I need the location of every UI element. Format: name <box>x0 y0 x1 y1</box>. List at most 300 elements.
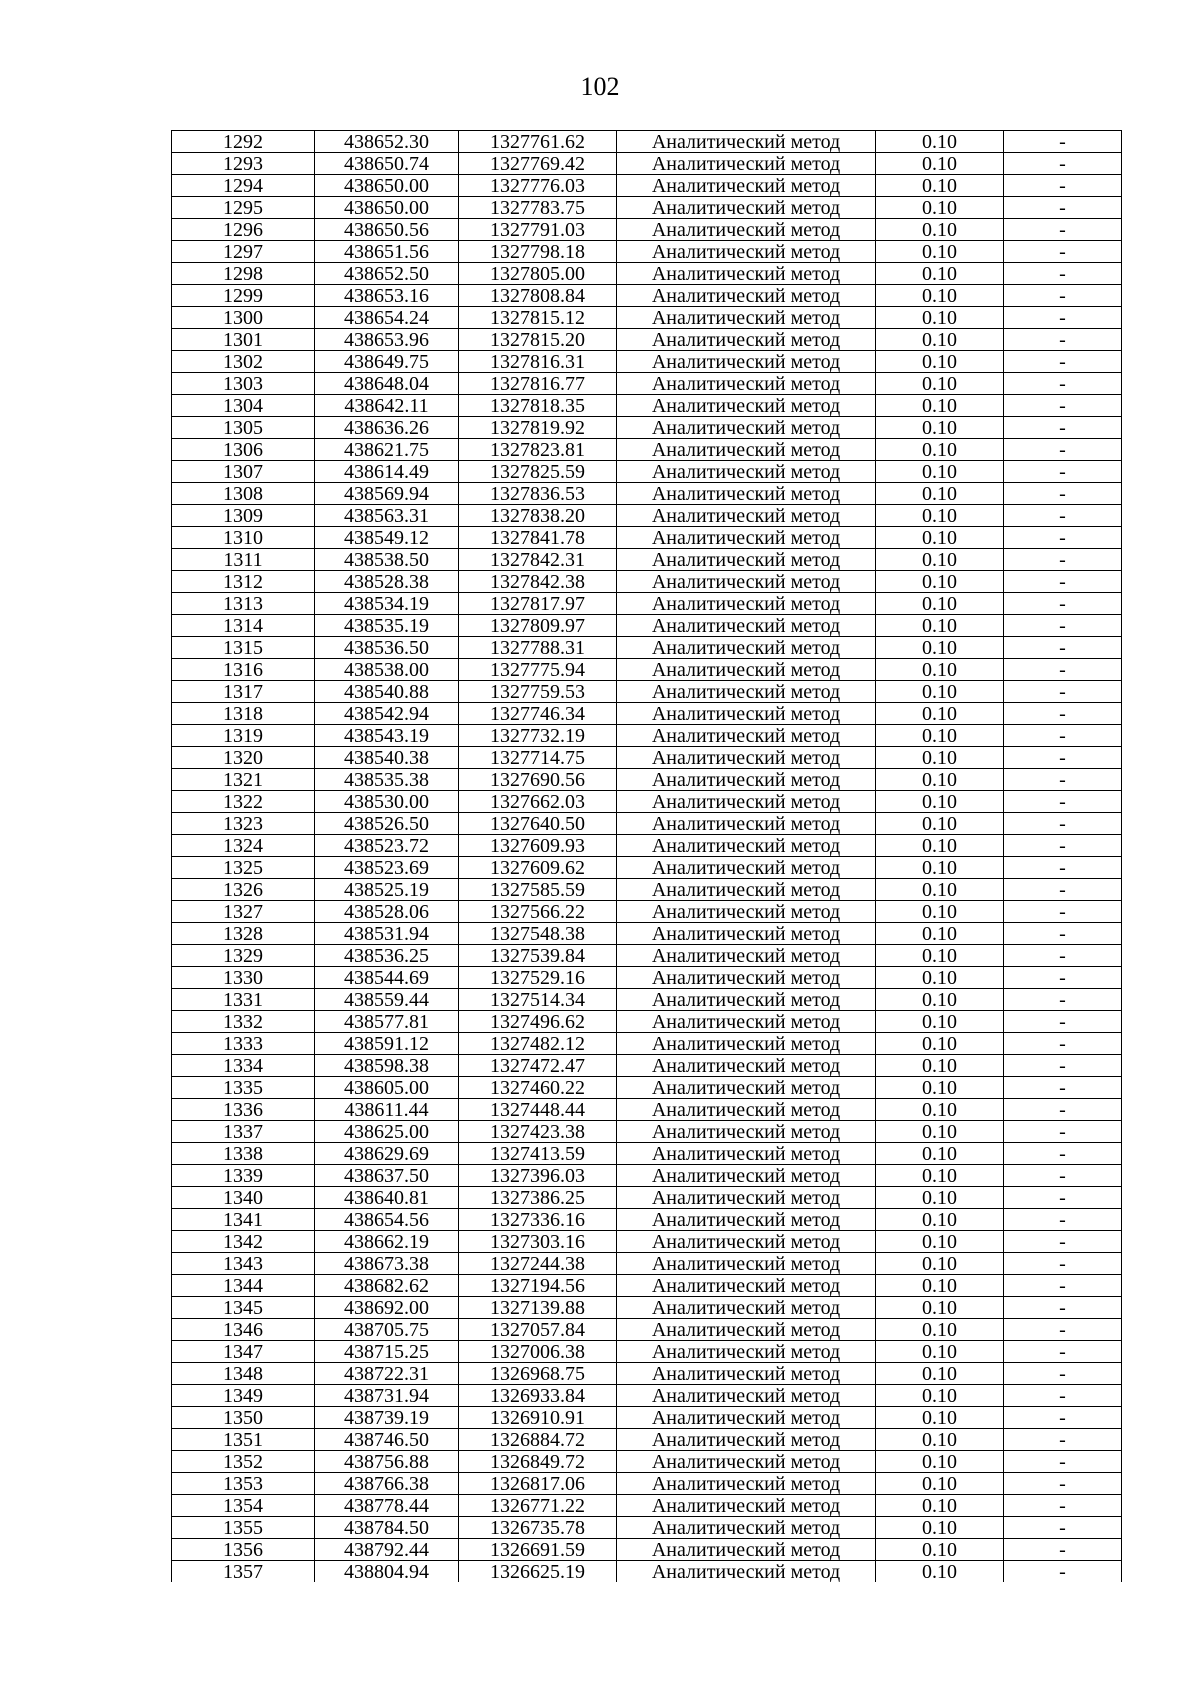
note-cell: - <box>1004 1363 1122 1385</box>
y-coordinate-cell: 1326735.78 <box>459 1517 617 1539</box>
y-coordinate-cell: 1327759.53 <box>459 681 617 703</box>
x-coordinate-cell: 438614.49 <box>315 461 459 483</box>
y-coordinate-cell: 1327139.88 <box>459 1297 617 1319</box>
x-coordinate-cell: 438722.31 <box>315 1363 459 1385</box>
point-number-cell: 1308 <box>172 483 315 505</box>
table-row <box>172 219 1122 241</box>
method-cell: Аналитический метод <box>617 747 876 769</box>
y-coordinate-cell: 1327609.93 <box>459 835 617 857</box>
accuracy-cell: 0.10 <box>876 417 1004 439</box>
y-coordinate-cell: 1327732.19 <box>459 725 617 747</box>
table-row <box>172 1539 1122 1561</box>
accuracy-cell: 0.10 <box>876 1275 1004 1297</box>
y-coordinate-cell: 1327548.38 <box>459 923 617 945</box>
accuracy-cell: 0.10 <box>876 549 1004 571</box>
table-row <box>172 791 1122 813</box>
y-coordinate-cell: 1327836.53 <box>459 483 617 505</box>
x-coordinate-cell: 438577.81 <box>315 1011 459 1033</box>
accuracy-cell: 0.10 <box>876 1517 1004 1539</box>
accuracy-cell: 0.10 <box>876 681 1004 703</box>
table-row <box>172 703 1122 725</box>
table-row <box>172 197 1122 219</box>
x-coordinate-cell: 438650.74 <box>315 153 459 175</box>
method-cell: Аналитический метод <box>617 1429 876 1451</box>
method-cell: Аналитический метод <box>617 1297 876 1319</box>
x-coordinate-cell: 438636.26 <box>315 417 459 439</box>
method-cell: Аналитический метод <box>617 1385 876 1407</box>
note-cell: - <box>1004 1341 1122 1363</box>
note-cell: - <box>1004 461 1122 483</box>
method-cell: Аналитический метод <box>617 505 876 527</box>
y-coordinate-cell: 1327609.62 <box>459 857 617 879</box>
method-cell: Аналитический метод <box>617 615 876 637</box>
accuracy-cell: 0.10 <box>876 241 1004 263</box>
method-cell: Аналитический метод <box>617 901 876 923</box>
note-cell: - <box>1004 527 1122 549</box>
point-number-cell: 1324 <box>172 835 315 857</box>
accuracy-cell: 0.10 <box>876 1143 1004 1165</box>
method-cell: Аналитический метод <box>617 1517 876 1539</box>
y-coordinate-cell: 1327776.03 <box>459 175 617 197</box>
y-coordinate-cell: 1327460.22 <box>459 1077 617 1099</box>
accuracy-cell: 0.10 <box>876 879 1004 901</box>
note-cell: - <box>1004 835 1122 857</box>
table-row <box>172 615 1122 637</box>
note-cell: - <box>1004 1297 1122 1319</box>
y-coordinate-cell: 1327818.35 <box>459 395 617 417</box>
table-row <box>172 1077 1122 1099</box>
note-cell: - <box>1004 219 1122 241</box>
table-row <box>172 681 1122 703</box>
method-cell: Аналитический метод <box>617 571 876 593</box>
method-cell: Аналитический метод <box>617 461 876 483</box>
accuracy-cell: 0.10 <box>876 439 1004 461</box>
table-row <box>172 1363 1122 1385</box>
method-cell: Аналитический метод <box>617 263 876 285</box>
accuracy-cell: 0.10 <box>876 373 1004 395</box>
note-cell: - <box>1004 1209 1122 1231</box>
table-row <box>172 1099 1122 1121</box>
x-coordinate-cell: 438652.30 <box>315 131 459 153</box>
x-coordinate-cell: 438705.75 <box>315 1319 459 1341</box>
point-number-cell: 1312 <box>172 571 315 593</box>
method-cell: Аналитический метод <box>617 791 876 813</box>
method-cell: Аналитический метод <box>617 1561 876 1583</box>
accuracy-cell: 0.10 <box>876 945 1004 967</box>
x-coordinate-cell: 438538.50 <box>315 549 459 571</box>
point-number-cell: 1310 <box>172 527 315 549</box>
x-coordinate-cell: 438731.94 <box>315 1385 459 1407</box>
x-coordinate-cell: 438536.50 <box>315 637 459 659</box>
point-number-cell: 1293 <box>172 153 315 175</box>
y-coordinate-cell: 1326817.06 <box>459 1473 617 1495</box>
point-number-cell: 1305 <box>172 417 315 439</box>
table-row <box>172 1429 1122 1451</box>
x-coordinate-cell: 438650.00 <box>315 197 459 219</box>
accuracy-cell: 0.10 <box>876 901 1004 923</box>
x-coordinate-cell: 438662.19 <box>315 1231 459 1253</box>
point-number-cell: 1314 <box>172 615 315 637</box>
y-coordinate-cell: 1327819.92 <box>459 417 617 439</box>
point-number-cell: 1345 <box>172 1297 315 1319</box>
y-coordinate-cell: 1327805.00 <box>459 263 617 285</box>
y-coordinate-cell: 1327514.34 <box>459 989 617 1011</box>
y-coordinate-cell: 1327815.12 <box>459 307 617 329</box>
point-number-cell: 1347 <box>172 1341 315 1363</box>
table-row <box>172 571 1122 593</box>
x-coordinate-cell: 438523.72 <box>315 835 459 857</box>
y-coordinate-cell: 1327423.38 <box>459 1121 617 1143</box>
note-cell: - <box>1004 1143 1122 1165</box>
method-cell: Аналитический метод <box>617 769 876 791</box>
x-coordinate-cell: 438756.88 <box>315 1451 459 1473</box>
method-cell: Аналитический метод <box>617 1407 876 1429</box>
table-row <box>172 747 1122 769</box>
method-cell: Аналитический метод <box>617 1011 876 1033</box>
point-number-cell: 1315 <box>172 637 315 659</box>
table-row <box>172 1187 1122 1209</box>
method-cell: Аналитический метод <box>617 219 876 241</box>
accuracy-cell: 0.10 <box>876 791 1004 813</box>
x-coordinate-cell: 438642.11 <box>315 395 459 417</box>
y-coordinate-cell: 1326910.91 <box>459 1407 617 1429</box>
table-row <box>172 153 1122 175</box>
x-coordinate-cell: 438650.56 <box>315 219 459 241</box>
table-row <box>172 879 1122 901</box>
note-cell: - <box>1004 1275 1122 1297</box>
accuracy-cell: 0.10 <box>876 1429 1004 1451</box>
method-cell: Аналитический метод <box>617 879 876 901</box>
table-row <box>172 1473 1122 1495</box>
point-number-cell: 1317 <box>172 681 315 703</box>
accuracy-cell: 0.10 <box>876 351 1004 373</box>
accuracy-cell: 0.10 <box>876 307 1004 329</box>
note-cell: - <box>1004 1231 1122 1253</box>
point-number-cell: 1292 <box>172 131 315 153</box>
accuracy-cell: 0.10 <box>876 1561 1004 1583</box>
method-cell: Аналитический метод <box>617 835 876 857</box>
accuracy-cell: 0.10 <box>876 1341 1004 1363</box>
note-cell: - <box>1004 703 1122 725</box>
method-cell: Аналитический метод <box>617 549 876 571</box>
table-row <box>172 1231 1122 1253</box>
note-cell: - <box>1004 1385 1122 1407</box>
y-coordinate-cell: 1326625.19 <box>459 1561 617 1583</box>
table-row <box>172 1319 1122 1341</box>
point-number-cell: 1335 <box>172 1077 315 1099</box>
x-coordinate-cell: 438611.44 <box>315 1099 459 1121</box>
note-cell: - <box>1004 725 1122 747</box>
x-coordinate-cell: 438651.56 <box>315 241 459 263</box>
point-number-cell: 1357 <box>172 1561 315 1583</box>
point-number-cell: 1329 <box>172 945 315 967</box>
accuracy-cell: 0.10 <box>876 967 1004 989</box>
note-cell: - <box>1004 175 1122 197</box>
y-coordinate-cell: 1327448.44 <box>459 1099 617 1121</box>
x-coordinate-cell: 438534.19 <box>315 593 459 615</box>
point-number-cell: 1320 <box>172 747 315 769</box>
method-cell: Аналитический метод <box>617 1121 876 1143</box>
note-cell: - <box>1004 901 1122 923</box>
method-cell: Аналитический метод <box>617 681 876 703</box>
accuracy-cell: 0.10 <box>876 1231 1004 1253</box>
x-coordinate-cell: 438559.44 <box>315 989 459 1011</box>
note-cell: - <box>1004 857 1122 879</box>
x-coordinate-cell: 438654.56 <box>315 1209 459 1231</box>
x-coordinate-cell: 438625.00 <box>315 1121 459 1143</box>
point-number-cell: 1351 <box>172 1429 315 1451</box>
coordinates-table <box>171 130 1122 1582</box>
point-number-cell: 1352 <box>172 1451 315 1473</box>
y-coordinate-cell: 1327808.84 <box>459 285 617 307</box>
x-coordinate-cell: 438540.38 <box>315 747 459 769</box>
y-coordinate-cell: 1327585.59 <box>459 879 617 901</box>
x-coordinate-cell: 438652.50 <box>315 263 459 285</box>
point-number-cell: 1303 <box>172 373 315 395</box>
point-number-cell: 1298 <box>172 263 315 285</box>
note-cell: - <box>1004 923 1122 945</box>
accuracy-cell: 0.10 <box>876 329 1004 351</box>
table-row <box>172 1011 1122 1033</box>
method-cell: Аналитический метод <box>617 593 876 615</box>
table-row <box>172 417 1122 439</box>
point-number-cell: 1328 <box>172 923 315 945</box>
x-coordinate-cell: 438543.19 <box>315 725 459 747</box>
method-cell: Аналитический метод <box>617 1209 876 1231</box>
y-coordinate-cell: 1327566.22 <box>459 901 617 923</box>
accuracy-cell: 0.10 <box>876 1297 1004 1319</box>
x-coordinate-cell: 438591.12 <box>315 1033 459 1055</box>
table-row <box>172 923 1122 945</box>
coordinates-table-body <box>172 131 1122 1583</box>
table-row <box>172 637 1122 659</box>
y-coordinate-cell: 1327336.16 <box>459 1209 617 1231</box>
accuracy-cell: 0.10 <box>876 1033 1004 1055</box>
point-number-cell: 1354 <box>172 1495 315 1517</box>
table-row <box>172 175 1122 197</box>
note-cell: - <box>1004 769 1122 791</box>
method-cell: Аналитический метод <box>617 1033 876 1055</box>
method-cell: Аналитический метод <box>617 395 876 417</box>
method-cell: Аналитический метод <box>617 1495 876 1517</box>
x-coordinate-cell: 438778.44 <box>315 1495 459 1517</box>
table-row <box>172 1209 1122 1231</box>
table-row <box>172 989 1122 1011</box>
point-number-cell: 1339 <box>172 1165 315 1187</box>
x-coordinate-cell: 438792.44 <box>315 1539 459 1561</box>
note-cell: - <box>1004 813 1122 835</box>
accuracy-cell: 0.10 <box>876 395 1004 417</box>
point-number-cell: 1313 <box>172 593 315 615</box>
note-cell: - <box>1004 505 1122 527</box>
y-coordinate-cell: 1327809.97 <box>459 615 617 637</box>
accuracy-cell: 0.10 <box>876 219 1004 241</box>
table-row <box>172 725 1122 747</box>
table-row <box>172 329 1122 351</box>
x-coordinate-cell: 438531.94 <box>315 923 459 945</box>
y-coordinate-cell: 1327761.62 <box>459 131 617 153</box>
table-row <box>172 593 1122 615</box>
accuracy-cell: 0.10 <box>876 747 1004 769</box>
y-coordinate-cell: 1326884.72 <box>459 1429 617 1451</box>
method-cell: Аналитический метод <box>617 1451 876 1473</box>
method-cell: Аналитический метод <box>617 1341 876 1363</box>
accuracy-cell: 0.10 <box>876 1011 1004 1033</box>
x-coordinate-cell: 438598.38 <box>315 1055 459 1077</box>
table-row <box>172 461 1122 483</box>
note-cell: - <box>1004 1165 1122 1187</box>
note-cell: - <box>1004 307 1122 329</box>
point-number-cell: 1334 <box>172 1055 315 1077</box>
x-coordinate-cell: 438538.00 <box>315 659 459 681</box>
table-row <box>172 1253 1122 1275</box>
x-coordinate-cell: 438715.25 <box>315 1341 459 1363</box>
point-number-cell: 1331 <box>172 989 315 1011</box>
point-number-cell: 1332 <box>172 1011 315 1033</box>
table-row <box>172 1165 1122 1187</box>
method-cell: Аналитический метод <box>617 637 876 659</box>
y-coordinate-cell: 1327690.56 <box>459 769 617 791</box>
table-row <box>172 813 1122 835</box>
point-number-cell: 1295 <box>172 197 315 219</box>
method-cell: Аналитический метод <box>617 1539 876 1561</box>
note-cell: - <box>1004 1055 1122 1077</box>
point-number-cell: 1297 <box>172 241 315 263</box>
note-cell: - <box>1004 1319 1122 1341</box>
table-row <box>172 1055 1122 1077</box>
y-coordinate-cell: 1327244.38 <box>459 1253 617 1275</box>
x-coordinate-cell: 438535.19 <box>315 615 459 637</box>
x-coordinate-cell: 438692.00 <box>315 1297 459 1319</box>
y-coordinate-cell: 1327714.75 <box>459 747 617 769</box>
table-row <box>172 1451 1122 1473</box>
y-coordinate-cell: 1327396.03 <box>459 1165 617 1187</box>
method-cell: Аналитический метод <box>617 483 876 505</box>
accuracy-cell: 0.10 <box>876 1473 1004 1495</box>
method-cell: Аналитический метод <box>617 175 876 197</box>
method-cell: Аналитический метод <box>617 329 876 351</box>
y-coordinate-cell: 1327194.56 <box>459 1275 617 1297</box>
note-cell: - <box>1004 263 1122 285</box>
accuracy-cell: 0.10 <box>876 835 1004 857</box>
accuracy-cell: 0.10 <box>876 1209 1004 1231</box>
y-coordinate-cell: 1327816.77 <box>459 373 617 395</box>
note-cell: - <box>1004 1011 1122 1033</box>
table-row <box>172 1143 1122 1165</box>
x-coordinate-cell: 438746.50 <box>315 1429 459 1451</box>
table-row <box>172 659 1122 681</box>
accuracy-cell: 0.10 <box>876 1253 1004 1275</box>
table-row <box>172 263 1122 285</box>
table-row <box>172 769 1122 791</box>
table-row <box>172 1121 1122 1143</box>
y-coordinate-cell: 1326933.84 <box>459 1385 617 1407</box>
accuracy-cell: 0.10 <box>876 1187 1004 1209</box>
x-coordinate-cell: 438540.88 <box>315 681 459 703</box>
y-coordinate-cell: 1327640.50 <box>459 813 617 835</box>
table-row <box>172 483 1122 505</box>
table-row <box>172 307 1122 329</box>
note-cell: - <box>1004 1077 1122 1099</box>
table-row <box>172 285 1122 307</box>
accuracy-cell: 0.10 <box>876 703 1004 725</box>
x-coordinate-cell: 438739.19 <box>315 1407 459 1429</box>
point-number-cell: 1319 <box>172 725 315 747</box>
accuracy-cell: 0.10 <box>876 989 1004 1011</box>
table-row <box>172 1561 1122 1583</box>
method-cell: Аналитический метод <box>617 1231 876 1253</box>
note-cell: - <box>1004 1561 1122 1583</box>
x-coordinate-cell: 438528.38 <box>315 571 459 593</box>
note-cell: - <box>1004 153 1122 175</box>
accuracy-cell: 0.10 <box>876 1495 1004 1517</box>
accuracy-cell: 0.10 <box>876 1055 1004 1077</box>
method-cell: Аналитический метод <box>617 1099 876 1121</box>
point-number-cell: 1301 <box>172 329 315 351</box>
note-cell: - <box>1004 351 1122 373</box>
method-cell: Аналитический метод <box>617 923 876 945</box>
method-cell: Аналитический метод <box>617 1143 876 1165</box>
x-coordinate-cell: 438653.96 <box>315 329 459 351</box>
note-cell: - <box>1004 593 1122 615</box>
point-number-cell: 1330 <box>172 967 315 989</box>
point-number-cell: 1346 <box>172 1319 315 1341</box>
note-cell: - <box>1004 131 1122 153</box>
y-coordinate-cell: 1327783.75 <box>459 197 617 219</box>
table-row <box>172 1407 1122 1429</box>
note-cell: - <box>1004 1429 1122 1451</box>
x-coordinate-cell: 438650.00 <box>315 175 459 197</box>
x-coordinate-cell: 438526.50 <box>315 813 459 835</box>
point-number-cell: 1343 <box>172 1253 315 1275</box>
x-coordinate-cell: 438525.19 <box>315 879 459 901</box>
table-row <box>172 439 1122 461</box>
y-coordinate-cell: 1327482.12 <box>459 1033 617 1055</box>
table-row <box>172 857 1122 879</box>
point-number-cell: 1326 <box>172 879 315 901</box>
note-cell: - <box>1004 945 1122 967</box>
method-cell: Аналитический метод <box>617 417 876 439</box>
point-number-cell: 1302 <box>172 351 315 373</box>
point-number-cell: 1337 <box>172 1121 315 1143</box>
method-cell: Аналитический метод <box>617 439 876 461</box>
accuracy-cell: 0.10 <box>876 659 1004 681</box>
point-number-cell: 1353 <box>172 1473 315 1495</box>
point-number-cell: 1316 <box>172 659 315 681</box>
accuracy-cell: 0.10 <box>876 1165 1004 1187</box>
note-cell: - <box>1004 549 1122 571</box>
x-coordinate-cell: 438535.38 <box>315 769 459 791</box>
y-coordinate-cell: 1326968.75 <box>459 1363 617 1385</box>
method-cell: Аналитический метод <box>617 1055 876 1077</box>
point-number-cell: 1296 <box>172 219 315 241</box>
note-cell: - <box>1004 439 1122 461</box>
y-coordinate-cell: 1327539.84 <box>459 945 617 967</box>
accuracy-cell: 0.10 <box>876 153 1004 175</box>
accuracy-cell: 0.10 <box>876 1539 1004 1561</box>
point-number-cell: 1355 <box>172 1517 315 1539</box>
method-cell: Аналитический метод <box>617 857 876 879</box>
table-row <box>172 241 1122 263</box>
x-coordinate-cell: 438549.12 <box>315 527 459 549</box>
y-coordinate-cell: 1327413.59 <box>459 1143 617 1165</box>
x-coordinate-cell: 438528.06 <box>315 901 459 923</box>
y-coordinate-cell: 1327746.34 <box>459 703 617 725</box>
y-coordinate-cell: 1327386.25 <box>459 1187 617 1209</box>
x-coordinate-cell: 438523.69 <box>315 857 459 879</box>
method-cell: Аналитический метод <box>617 1187 876 1209</box>
note-cell: - <box>1004 637 1122 659</box>
